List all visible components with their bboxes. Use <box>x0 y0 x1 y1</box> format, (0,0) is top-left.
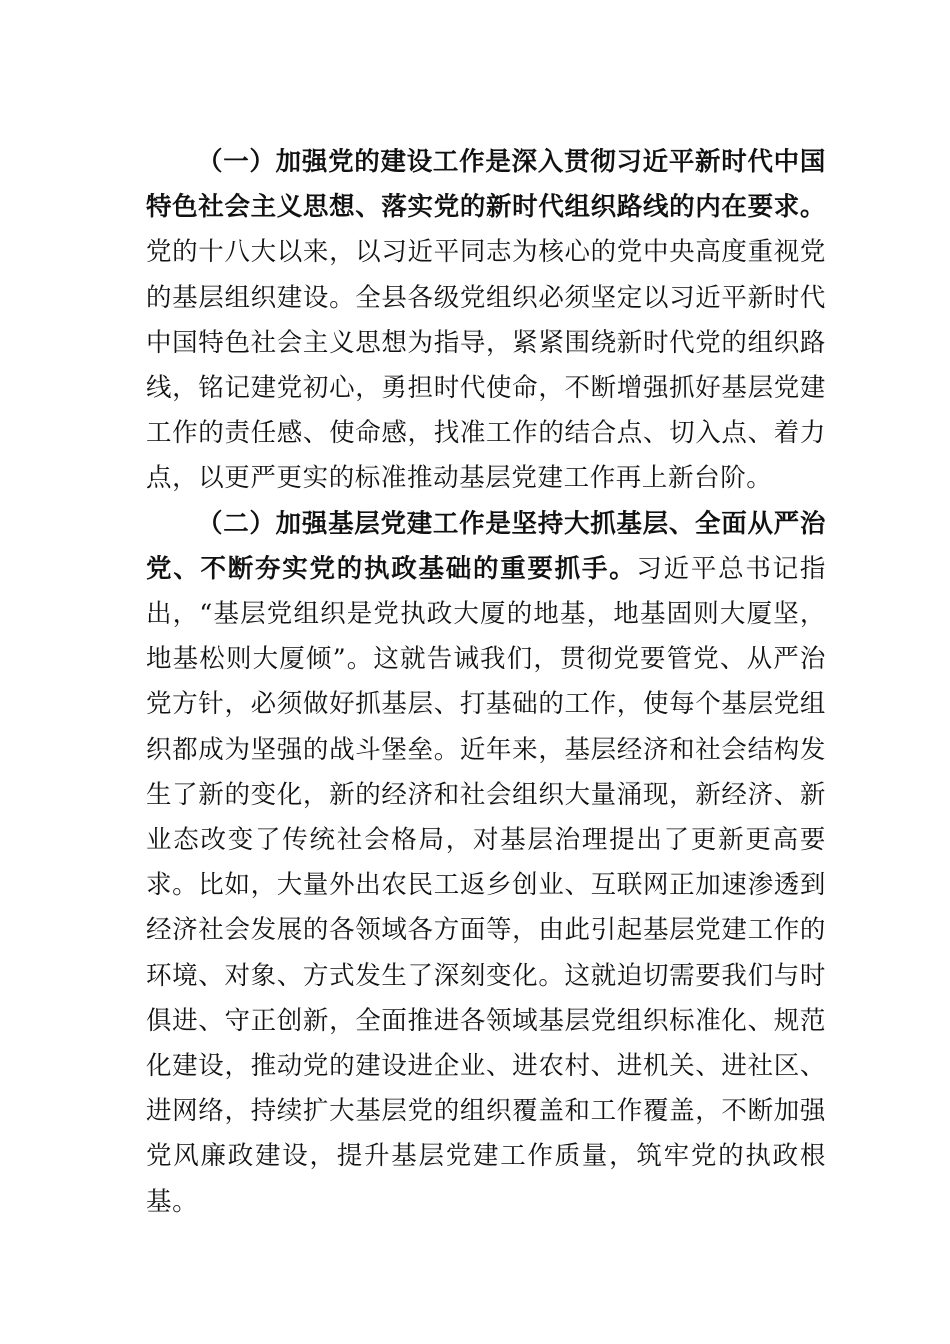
paragraph-1 <box>146 140 826 502</box>
paragraph-1-body: 党的十八大以来，以习近平同志为核心的党中央高度重视党的基层组织建设。全县各级党组织必须坚定以习近平新时代中国特色社会主义思想为指导，紧紧围绕新时代党的组织路线，铭记建党初心，勇担时代使命，不断增强抓好基层党建工作的责任感、使命感，找准工作的结合点、切入点、着力点，以更严更实的标准推动基层党建工作再上新台阶。 <box>146 237 826 494</box>
paragraph-1-lead: （一）加强党的建设工作是深入贯彻习近平新时代中国特色社会主义思想、落实党的新时代组织路线的内在要求。 <box>146 147 826 223</box>
paragraph-2 <box>146 502 826 1225</box>
paragraph-2-lead: （二）加强基层党建工作是坚持大抓基层、全面从严治党、不断夯实党的执政基础的重要抓手。 <box>146 508 826 584</box>
paragraph-2-body: 习近平总书记指出，“基层党组织是党执政大厦的地基，地基固则大厦坚，地基松则大厦倾”。这就告诫我们，贯彻党要管党、从严治党方针，必须做好抓基层、打基础的工作，使每个基层党组织都成为坚强的战斗堡垒。近年来，基层经济和社会结构发生了新的变化，新的经济和社会组织大量涌现，新经济、新业态改变了传统社会格局，对基层治理提出了更新更高要求。比如，大量外出农民工返乡创业、互联网正加速渗透到经济社会发展的各领域各方面等，由此引起基层党建工作的环境、对象、方式发生了深刻变化。这就迫切需要我们与时俱进、守正创新，全面推进各领域基层党组织标准化、规范化建设，推动党的建设进企业、进农村、进机关、进社区、进网络，持续扩大基层党的组织覆盖和工作覆盖，不断加强党风廉政建设，提升基层党建工作质量，筑牢党的执政根基。 <box>146 553 826 1217</box>
document-body <box>146 140 826 1225</box>
